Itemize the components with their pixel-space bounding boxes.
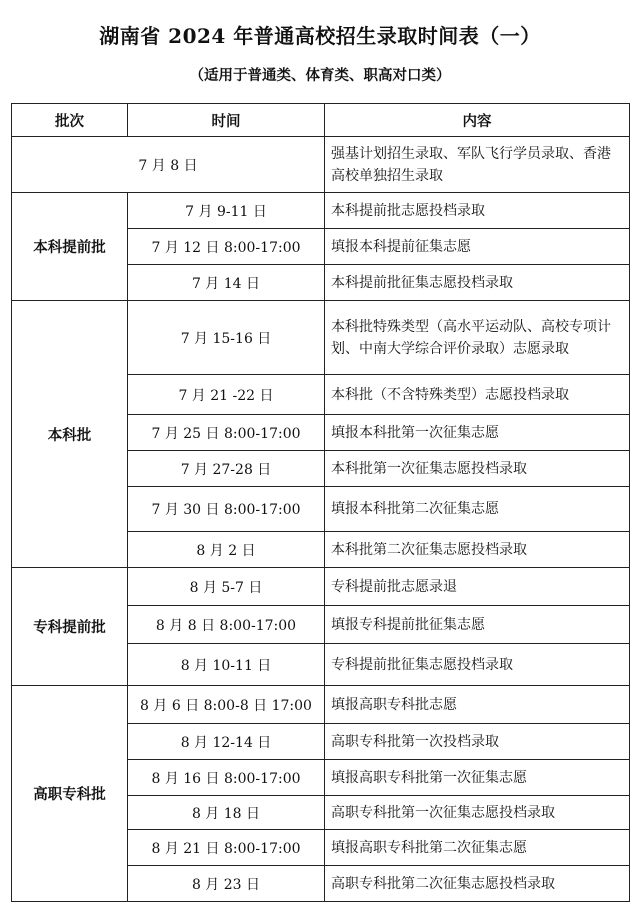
- table-row: [12, 686, 630, 724]
- table-row: [12, 568, 630, 606]
- content-cell: 本科提前批志愿投档录取: [325, 193, 630, 229]
- time-cell: 7 月 8 日: [12, 137, 325, 193]
- time-cell: 8 月 6 日 8:00-8 日 17:00: [128, 686, 325, 724]
- time-cell: 8 月 12-14 日: [128, 724, 325, 760]
- batch-cell: 高职专科批: [12, 686, 128, 902]
- table-header-row: [12, 104, 630, 137]
- content-cell: 填报高职专科批志愿: [325, 686, 630, 724]
- time-cell: 8 月 21 日 8:00-17:00: [128, 830, 325, 866]
- content-cell: 本科提前批征集志愿投档录取: [325, 265, 630, 301]
- time-cell: 7 月 12 日 8:00-17:00: [128, 229, 325, 265]
- time-cell: 8 月 8 日 8:00-17:00: [128, 606, 325, 644]
- time-cell: 7 月 25 日 8:00-17:00: [128, 415, 325, 451]
- time-cell: 7 月 21 -22 日: [128, 375, 325, 415]
- time-cell: 8 月 18 日: [128, 796, 325, 830]
- content-cell: 填报本科提前征集志愿: [325, 229, 630, 265]
- schedule-table: [11, 103, 630, 902]
- content-cell: 高职专科批第一次征集志愿投档录取: [325, 796, 630, 830]
- time-cell: 8 月 10-11 日: [128, 644, 325, 686]
- content-cell: 填报高职专科批第一次征集志愿: [325, 760, 630, 796]
- time-cell: 7 月 15-16 日: [128, 301, 325, 375]
- content-cell: 填报本科批第二次征集志愿: [325, 487, 630, 532]
- content-cell: 填报专科提前批征集志愿: [325, 606, 630, 644]
- content-cell: 强基计划招生录取、军队飞行学员录取、香港高校单独招生录取: [325, 137, 630, 193]
- content-cell: 本科批特殊类型（高水平运动队、高校专项计划、中南大学综合评价录取）志愿录取: [325, 301, 630, 375]
- batch-cell: 本科提前批: [12, 193, 128, 301]
- content-cell: 高职专科批第二次征集志愿投档录取: [325, 866, 630, 902]
- time-cell: 7 月 14 日: [128, 265, 325, 301]
- content-cell: 高职专科批第一次投档录取: [325, 724, 630, 760]
- content-cell: 本科批（不含特殊类型）志愿投档录取: [325, 375, 630, 415]
- table-row: [12, 137, 630, 193]
- table-row: [12, 193, 630, 229]
- header-time: 时间: [128, 104, 325, 137]
- batch-cell: 本科批: [12, 301, 128, 568]
- time-cell: 8 月 5-7 日: [128, 568, 325, 606]
- content-cell: 填报高职专科批第二次征集志愿: [325, 830, 630, 866]
- time-cell: 8 月 16 日 8:00-17:00: [128, 760, 325, 796]
- header-content: 内容: [325, 104, 630, 137]
- time-cell: 7 月 30 日 8:00-17:00: [128, 487, 325, 532]
- time-cell: 8 月 23 日: [128, 866, 325, 902]
- page-title: 湖南省 2024 年普通高校招生录取时间表（一）: [99, 24, 541, 48]
- content-cell: 专科提前批征集志愿投档录取: [325, 644, 630, 686]
- header-batch: 批次: [12, 104, 128, 137]
- time-cell: 7 月 27-28 日: [128, 451, 325, 487]
- table-row: [12, 301, 630, 375]
- content-cell: 专科提前批志愿录退: [325, 568, 630, 606]
- content-cell: 本科批第一次征集志愿投档录取: [325, 451, 630, 487]
- content-cell: 填报本科批第一次征集志愿: [325, 415, 630, 451]
- page-subtitle: （适用于普通类、体育类、职高对口类）: [189, 67, 451, 84]
- batch-cell: 专科提前批: [12, 568, 128, 686]
- content-cell: 本科批第二次征集志愿投档录取: [325, 532, 630, 568]
- time-cell: 7 月 9-11 日: [128, 193, 325, 229]
- time-cell: 8 月 2 日: [128, 532, 325, 568]
